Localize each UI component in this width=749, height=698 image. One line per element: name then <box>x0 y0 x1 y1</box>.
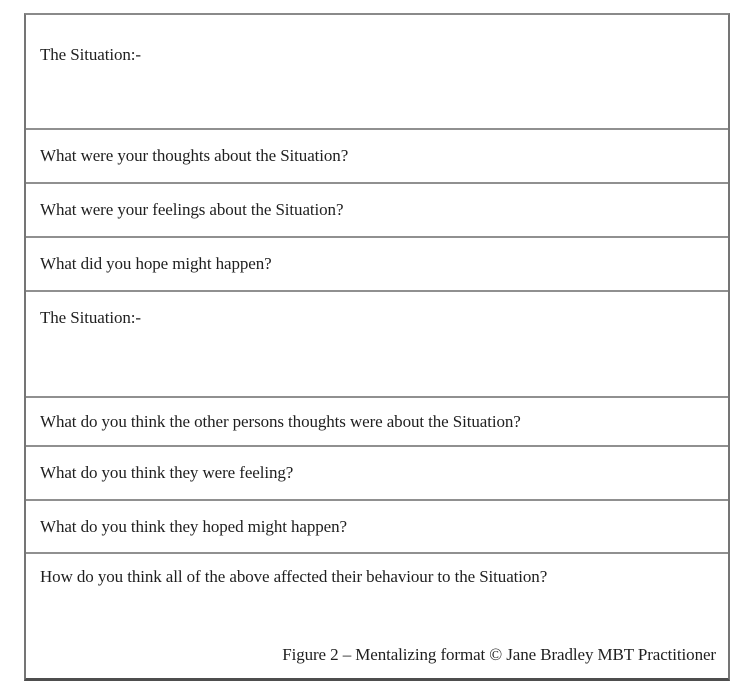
table-row-other-feelings <box>26 447 728 501</box>
row-label: The Situation:- <box>40 308 141 327</box>
table-row-other-thoughts <box>26 398 728 447</box>
row-label: What do you think they were feeling? <box>40 463 294 482</box>
table-row-your-hopes <box>26 238 728 292</box>
row-label: How do you think all of the above affected their behaviour to the Situation? <box>40 567 548 586</box>
row-label: What do you think they hoped might happen? <box>40 516 347 536</box>
row-label: What were your feelings about the Situation? <box>40 200 344 219</box>
row-label: The Situation:- <box>40 45 141 64</box>
table-row-your-thoughts <box>26 130 728 184</box>
table-row-behaviour <box>26 554 728 678</box>
row-label: What did you hope might happen? <box>40 254 272 273</box>
table-row-situation-other <box>26 292 728 398</box>
figure-caption: Figure 2 – Mentalizing format © Jane Bradley MBT Practitioner <box>282 645 716 664</box>
row-label: What do you think the other persons thoughts were about the Situation? <box>40 411 521 431</box>
table-row-your-feelings <box>26 184 728 238</box>
row-label: What were your thoughts about the Situation? <box>40 146 349 165</box>
table-row-other-hopes <box>26 501 728 554</box>
table-row-situation-self <box>26 15 728 130</box>
mentalizing-worksheet-table <box>24 13 730 681</box>
